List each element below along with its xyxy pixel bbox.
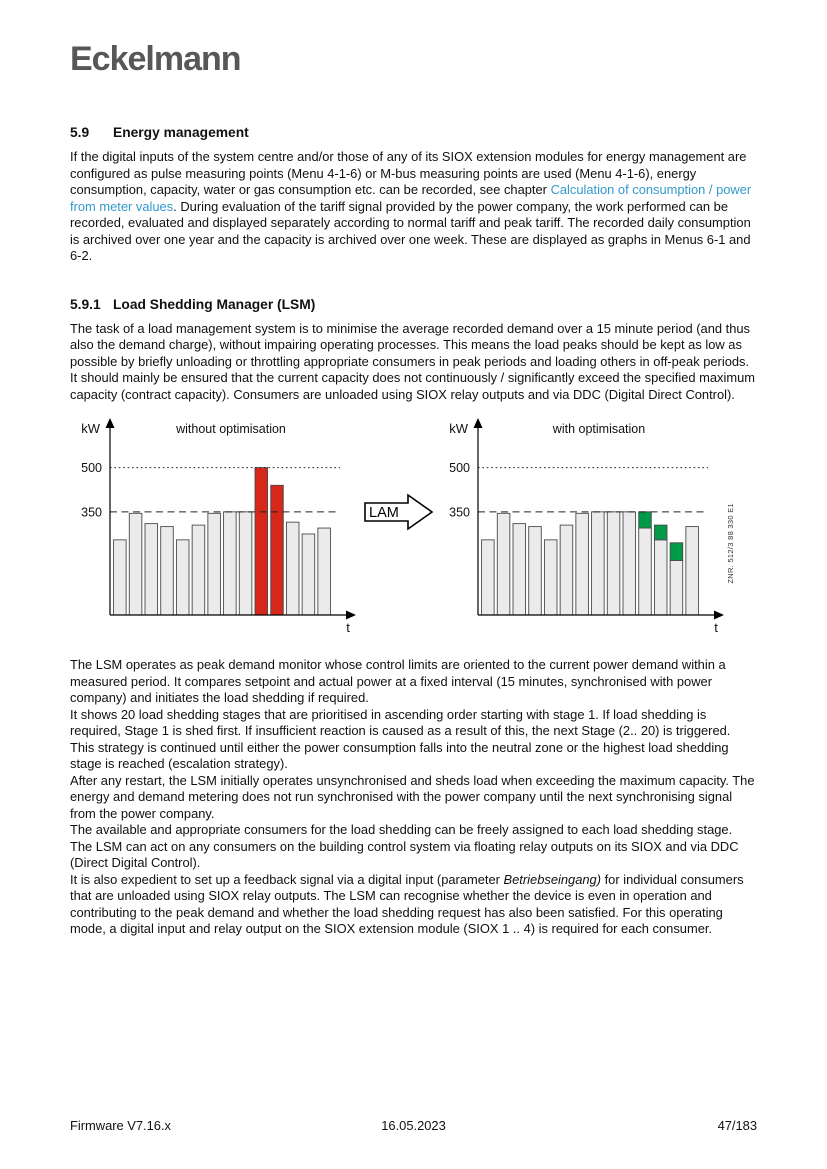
page-footer bbox=[70, 1118, 757, 1133]
load-shedding-figure bbox=[70, 417, 757, 647]
section-number: 5.9 bbox=[70, 125, 90, 140]
paragraph-energy-management bbox=[70, 149, 757, 265]
text-run: It is also expedient to set up a feedback signal via a digital input (parameter bbox=[70, 871, 504, 887]
chart-without-optimisation bbox=[70, 417, 358, 648]
svg-text:without optimisation: without optimisation bbox=[176, 422, 286, 437]
chapter-cross-reference-link[interactable]: Calculation of consumption / power from meter values bbox=[70, 182, 752, 214]
footer-page-number: 47/183 bbox=[717, 1118, 757, 1133]
svg-text:500: 500 bbox=[81, 461, 102, 476]
svg-text:t: t bbox=[346, 620, 350, 636]
section-title: Energy management bbox=[113, 125, 249, 140]
chart-with-optimisation bbox=[438, 417, 726, 648]
footer-firmware-version: Firmware V7.16.x bbox=[70, 1118, 172, 1133]
paragraph-lsm-intro bbox=[70, 321, 757, 404]
text-run: If the digital inputs of the system centre and/or those of any of its SIOX extension modules for energy management are configured as pulse measuring points (Menu 4-1-6) or M-bus measuring points are used (Menu 4-1-6), energy consumption, capacity, water or gas consumption etc. can be recorded, see chapter bbox=[70, 149, 747, 198]
text-run: After any restart, the LSM initially operates unsynchronised and sheds load when exceeding the maximum capacity. The energy and demand metering does not run synchronised with the power company until the next synchronising signal from the power company. bbox=[70, 772, 755, 821]
figure-reference-number: ZNR. 512/3 88 330 E1 bbox=[726, 503, 735, 584]
svg-text:500: 500 bbox=[449, 461, 470, 476]
svg-text:kW: kW bbox=[449, 421, 468, 437]
footer-date: 16.05.2023 bbox=[381, 1118, 446, 1133]
section-heading-5-9 bbox=[70, 125, 757, 140]
section-number: 5.9.1 bbox=[70, 296, 101, 312]
svg-text:kW: kW bbox=[81, 421, 100, 437]
svg-text:350: 350 bbox=[449, 505, 470, 520]
eckelmann-logo: Eckelmann bbox=[70, 40, 241, 78]
text-run: . During evaluation of the tariff signal provided by the power company, the work performed can be recorded, evaluated and displayed separately according to normal tariff and peak tariff. The recorded daily consumption is archived over one year and the capacity is archived over one week. These are displayed as graphs in Menus 6-1 and 6-2. bbox=[70, 198, 751, 264]
svg-text:t: t bbox=[714, 620, 718, 636]
text-run: The LSM operates as peak demand monitor whose control limits are oriented to the current power demand within a measured period. It compares setpoint and actual power at a fixed interval (15 minutes, synchronised with power company) and initiates the load shedding if required. bbox=[70, 657, 726, 706]
text-run: The task of a load management system is to minimise the average recorded demand over a 15 minute period (and thus also the demand charge), without impairing operating processes. This means the load peaks should be kept as low as possible by briefly unloading or throttling appropriate consumers in peak periods and loading others in off-peak periods. It should mainly be ensured that the current capacity does not continuously / significantly exceed the specified maximum capacity (contract capacity). Consumers are unloaded using SIOX relay outputs and via DDC (Digital Direct Control). bbox=[70, 320, 756, 402]
svg-text:350: 350 bbox=[81, 505, 102, 520]
text-run: It shows 20 load shedding stages that are prioritised in ascending order starting with stage 1. If load shedding is required, Stage 1 is shed first. If insufficient reaction is caused as a result of this, the next Stage (2.. 20) is triggered. This strategy is continued until either the power consumption falls into the neutral zone or the highest load shedding stage is reached (escalation strategy). bbox=[70, 706, 731, 772]
lam-arrow-label: LAM bbox=[369, 505, 399, 522]
text-run: The available and appropriate consumers for the load shedding can be freely assigned to each load shedding stage. The LSM can act on any consumers on the building control system via floating relay outputs on its SIOX and via DDC (Direct Digital Control). bbox=[70, 822, 739, 871]
paragraph-lsm-details bbox=[70, 657, 757, 938]
lam-arrow bbox=[364, 493, 434, 531]
text-run bbox=[70, 872, 757, 938]
section-title: Load Shedding Manager (LSM) bbox=[113, 296, 316, 312]
parameter-name-italic: Betriebseingang) bbox=[503, 871, 601, 887]
section-heading-5-9-1 bbox=[70, 297, 757, 312]
text-run: for individual consumers that are unloaded using SIOX relay outputs. The LSM can recognise whether the device is even in operation and contributing to the peak demand and whether the load shedding request has also been satisfied. For this operating mode, a digital input and relay output on the SIOX extension module (SIOX 1 .. 4) is required for each consumer. bbox=[70, 871, 744, 937]
svg-text:with optimisation: with optimisation bbox=[552, 422, 646, 437]
